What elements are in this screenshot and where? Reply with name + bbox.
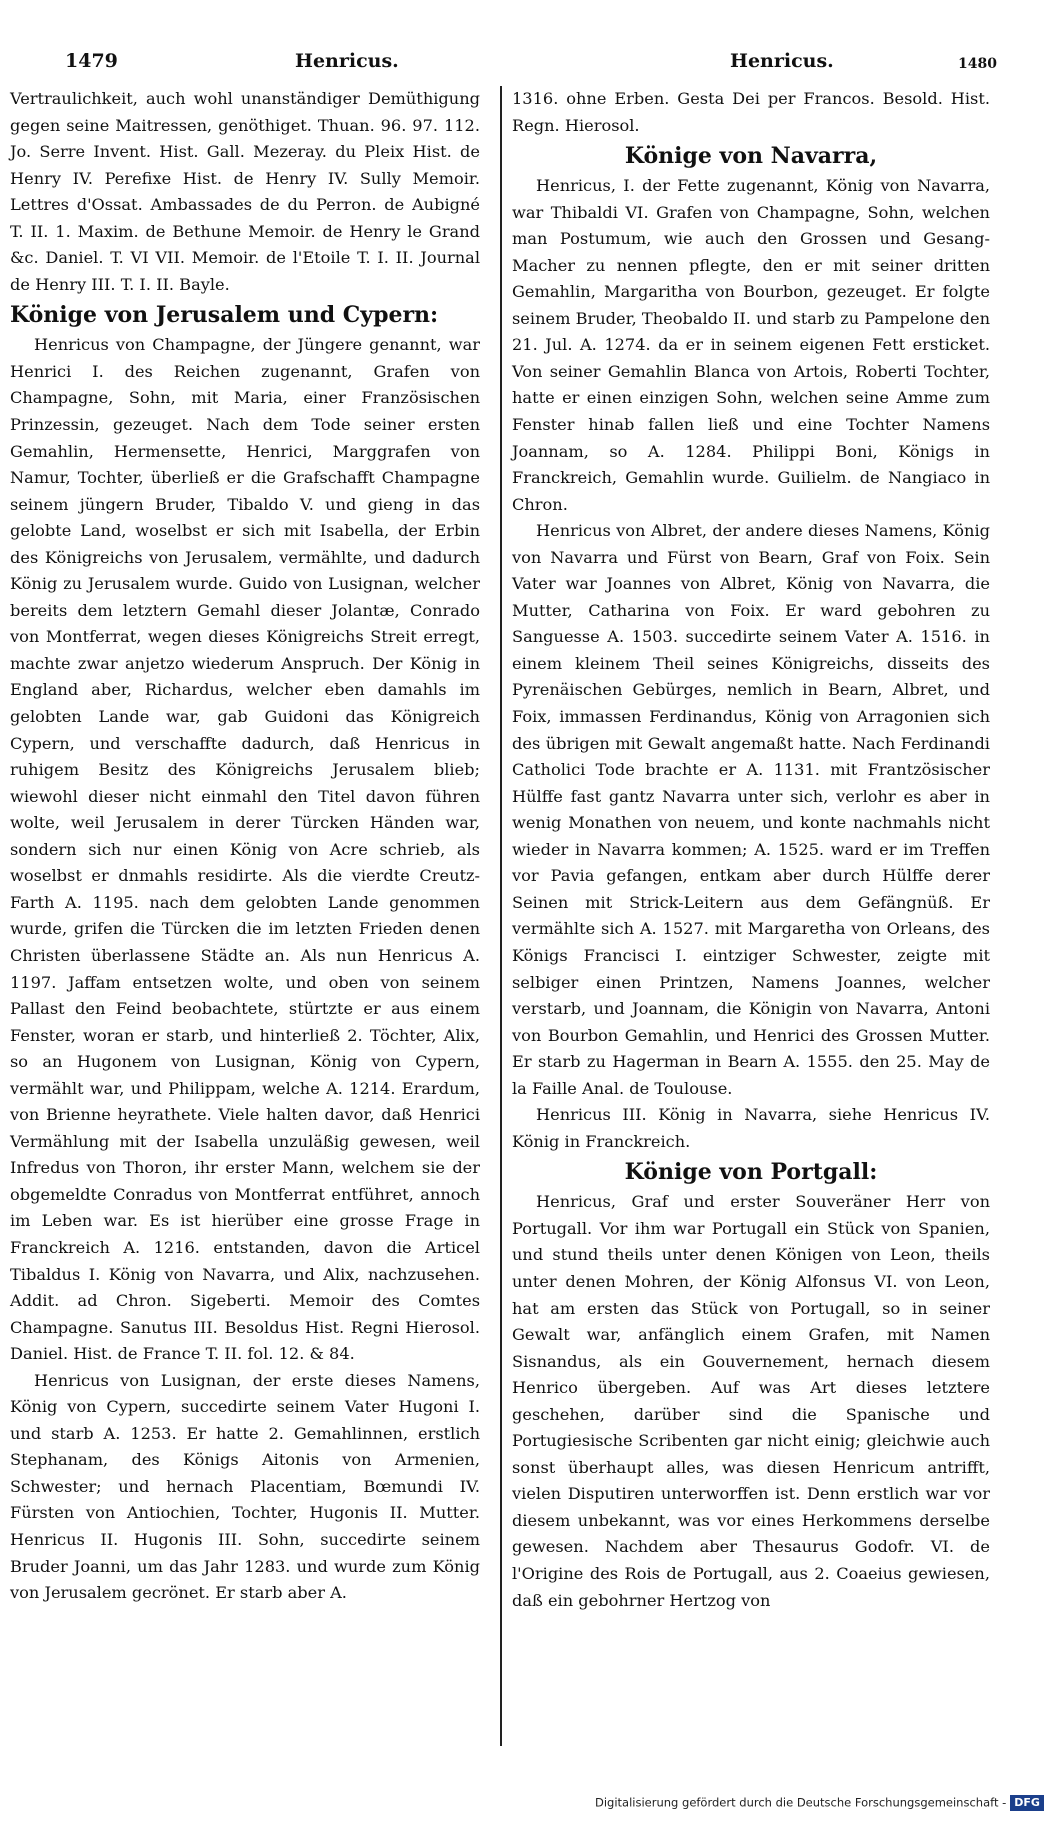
running-head-left: Henricus.: [295, 50, 399, 72]
continuation-paragraph: 1316. ohne Erben. Gesta Dei per Francos. Besold. Hist. Regn. Hierosol.: [512, 89, 990, 135]
section-heading-navarra: Könige von Navarra,: [624, 143, 878, 170]
dfg-logo: DFG: [1010, 1795, 1044, 1811]
page-number-right: 1480: [958, 56, 997, 72]
running-header: [55, 50, 997, 84]
footer-credit: Digitalisierung gefördert durch die Deutsche Forschungsgemeinschaft -: [595, 1795, 1007, 1810]
entry-henricus-albret: Henricus von Albret, der andere dieses Namens, König von Navarra und Fürst von Bearn, Graf von Foix. Sein Vater war Joannes von Albret, König von Navarra, die Mutter, Catharina von Foix. Er ward gebohren zu Sanguesse A. 1503. succedirte seinem Vater A. 1516. in einem kleinem Theil seines Königreichs, disseits des Pyrenäischen Gebürges, nemlich in Bearn, Albret, und Foix, immassen Ferdinandus, König von Arragonien sich des übrigen mit Gewalt angemaßt hatte. Nach Ferdinandi Catholici Tode brachte er A. 1131. mit Frantzösischer Hülffe fast gantz Navarra unter sich, verlohr es aber in wenig Monathen von neuem, und konte nachmahls nicht wieder in Navarra kommen; A. 1525. ward er im Treffen vor Pavia gefangen, entkam aber durch Hülffe derer Seinen mit Strick-Leitern aus dem Gefängnüß. Er vermählte sich A. 1527. mit Margaretha von Orleans, des Königs Francisci I. eintziger Schwester, zeigte mit selbiger einen Printzen, Namens Joannes, welcher verstarb, und Joannam, die Königin von Navarra, Antoni von Bourbon Gemahlin, und Henrici des Grossen Mutter. Er starb zu Hagerman in Bearn A. 1555. den 25. May de la Faille Anal. de Toulouse.: [512, 521, 990, 1098]
entry-henricus-lusignan: Henricus von Lusignan, der erste dieses Namens, König von Cypern, succedirte seinem Vater Hugoni I. und starb A. 1253. Er hatte 2. Gemahlinnen, erstlich Stephanam, des Königs Aitonis von Armenien, Schwester; und hernach Placentiam, Bœmundi IV. Fürsten von Antiochien, Tochter, Hugonis II. Mutter. Henricus II. Hugonis III. Sohn, succedirte seinem Bruder Joanni, um das Jahr 1283. und wurde zum König von Jerusalem gecrönet. Er starb aber A.: [10, 1370, 480, 1603]
right-column: [512, 86, 990, 1614]
entry-henricus-champagne: Henricus von Champagne, der Jüngere genannt, war Henrici I. des Reichen zugenannt, Grafen von Champagne, Sohn, mit Maria, einer Französischen Prinzessin, gezeuget. Nach dem Tode seiner ersten Gemahlin, Hermensette, Henrici, Marggrafen von Namur, Tochter, überließ er die Grafschafft Champagne seinem jüngern Bruder, Tibaldo V. und gieng in das gelobte Land, woselbst er sich mit Isabella, der Erbin des Königreichs von Jerusalem, vermählte, und dadurch König zu Jerusalem wurde. Guido von Lusignan, welcher bereits dem letztern Gemahl dieser Jolantæ, Conrado von Montferrat, wegen dieses Königreichs Streit erregt, machte zwar anjetzo wiederum Anspruch. Der König in England aber, Richardus, welcher eben damahls im gelobten Lande war, gab Guidoni das Königreich Cypern, und verschaffte dadurch, daß Henricus in ruhigem Besitz des Königreichs Jerusalem blieb; wiewohl dieser nicht einmahl den Titel davon führen wolte, weil Jerusalem in derer Türcken Händen war, sondern sich nur einen König von Acre schrieb, als woselbst er dnmahls residirte. Als die vierdte Creutz-Farth A. 1195. nach dem gelobten Lande genommen wurde, grifen die Türcken die im letzten Frieden denen Christen überlassene Städte an. Als nun Henricus A. 1197. Jaffam entsetzen wolte, und oben von seinem Pallast den Feind beobachtete, stürtzte er aus einem Fenster, woran er starb, und hinterließ 2. Töchter, Alix, so an Hugonem von Lusignan, König von Cypern, vermählt war, und Philippam, welche A. 1214. Erardum, von Brienne heyrathete. Viele halten davor, daß Henrici Vermählung mit der Isabella unzuläßig gewesen, weil Infredus von Thoron, ihr erster Mann, welchem sie der obgemeldte Conradus von Montferrat entführet, annoch im Leben war. Es ist hierüber eine grosse Frage in Franckreich A. 1216. entstanden, davon die Articel Tibaldus I. König von Navarra, und Alix, nachzusehen. Addit. ad Chron. Sigeberti. Memoir des Comtes Champagne. Sanutus III. Besoldus Hist. Regni Hierosol. Daniel. Hist. de France T. II. fol. 12. & 84.: [10, 335, 480, 1364]
running-head-right: Henricus.: [730, 50, 834, 72]
entry-henricus-portugal: Henricus, Graf und erster Souveräner Herr von Portugall. Vor ihm war Portugall ein Stück von Spanien, und stund theils unter denen Königen von Leon, theils unter denen Mohren, der König Alfonsus VI. von Leon, hat am ersten das Stück von Portugall, so in seiner Gewalt war, anfänglich einem Grafen, mit Namen Sisnandus, als ein Gouvernement, hernach diesem Henrico übergeben. Auf was Art dieses letztere geschehen, darüber sind die Spanische und Portugiesische Scribenten gar nicht einig; gleichwie auch sonst überhaupt alles, was diesen Henricum antrifft, vielen Disputiren unterworffen ist. Denn erstlich war vor diesem unbekannt, was vor eines Herkommens derselbe gewesen. Nachdem aber Thesaurus Godofr. VI. de l'Origine des Rois de Portugall, aus 2. Coaeius gewiesen, daß ein gebohrner Hertzog von: [512, 1192, 990, 1610]
section-heading-jerusalem: Könige von Jerusalem und Cypern:: [10, 302, 439, 329]
page-number-left: 1479: [65, 50, 118, 72]
left-column: [10, 86, 480, 1607]
digitization-footer: [595, 1795, 1040, 1811]
section-heading-portugal: Könige von Portgall:: [624, 1159, 878, 1186]
entry-henricus-iii-navarra: Henricus III. König in Navarra, siehe Henricus IV. König in Franckreich.: [512, 1105, 990, 1151]
entry-henricus-fette: Henricus, I. der Fette zugenannt, König von Navarra, war Thibaldi VI. Grafen von Champagne, Sohn, welchen man Postumum, wie auch den Grossen und Gesang-Macher zu nennen pflegte, den er mit seiner dritten Gemahlin, Margaritha von Bourbon, gezeuget. Er folgte seinem Bruder, Theobaldo II. und starb zu Pampelone den 21. Jul. A. 1274. da er in seinem eigenen Fett ersticket. Von seiner Gemahlin Blanca von Artois, Roberti Tochter, hatte er einen einzigen Sohn, welchen seine Amme zum Fenster hinab fallen ließ und eine Tochter Namens Joannam, so A. 1284. Philippi Boni, Königs in Franckreich, Gemahlin wurde. Guilielm. de Nangiaco in Chron.: [512, 176, 990, 514]
intro-paragraph: Vertraulichkeit, auch wohl unanständiger Demüthigung gegen seine Maitressen, genöthiget. Thuan. 96. 97. 112. Jo. Serre Invent. Hist. Gall. Mezeray. du Pleix Hist. de Henry IV. Perefixe Hist. de Henry IV. Sully Memoir. Lettres d'Ossat. Ambassades de du Perron. de Aubigné T. II. 1. Maxim. de Bethune Memoir. de Henry le Grand &c. Daniel. T. VI VII. Memoir. de l'Etoile T. I. II. Journal de Henry III. T. I. II. Bayle.: [10, 89, 480, 294]
column-divider: [500, 86, 502, 1746]
